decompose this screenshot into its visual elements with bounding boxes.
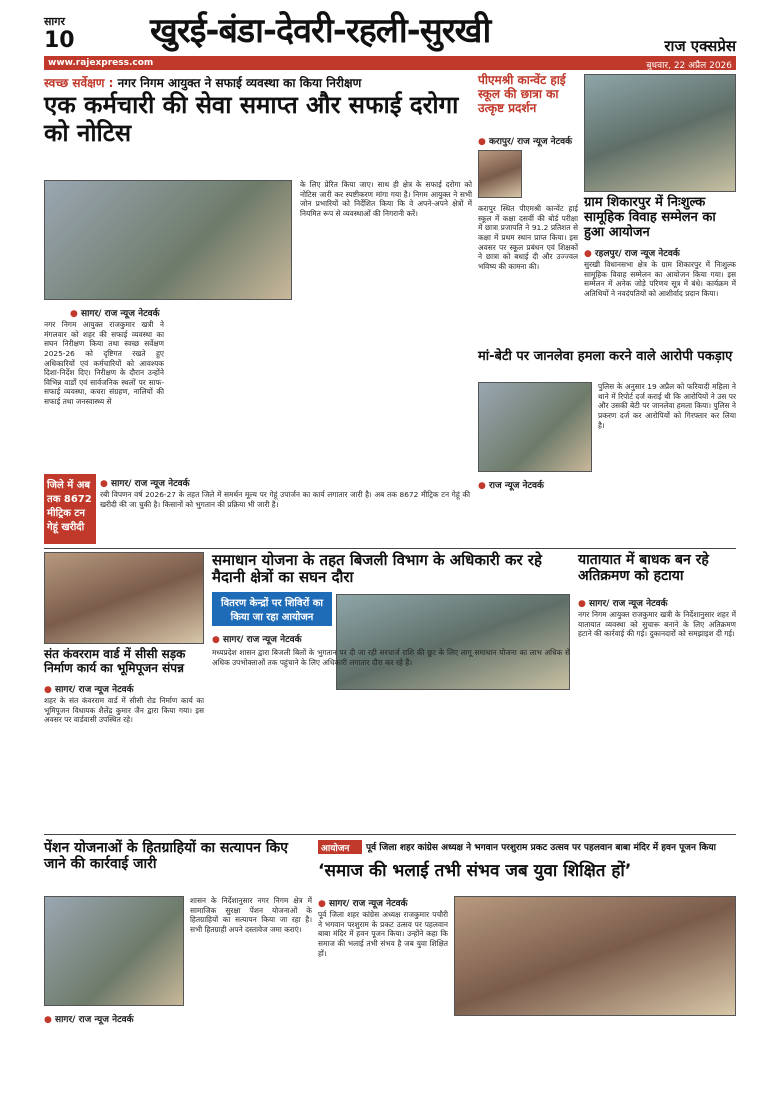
- header-bar: [44, 56, 736, 70]
- a4-byline: ● राज न्यूज नेटवर्क: [478, 478, 592, 491]
- a1-kicker: [44, 74, 474, 91]
- a3-photo: [584, 74, 736, 192]
- divider-2: [44, 834, 736, 835]
- wheat-box: जिले में अब तक 8672 मीट्रिक टन गेहूं खरीदी: [44, 474, 96, 544]
- a6-photo: [44, 552, 204, 644]
- a2-body: करापुर स्थित पीएमश्री कान्वेंट हाई स्कूल में कक्षा दसवीं की बोर्ड परीक्षा में छात्रा प्रजापति ने 91.2 प्रतिशत से कक्षा में प्रथम स्थान प्राप्त किया। इस अवसर पर स्कूल प्रबंधन एवं शिक्षकों ने छात्रा को बधाई दी और उज्ज्वल भविष्य की कामना की।: [478, 204, 578, 271]
- a1-kicker-label: स्वच्छ सर्वेक्षण :: [44, 76, 114, 90]
- a1-body-1: नगर निगम आयुक्त राजकुमार खत्री ने मंगलवार को शहर की सफाई व्यवस्था का सघन निरीक्षण किया तथा स्वच्छ सर्वेक्षण 2025-26 को दृष्टिगत रखते हुए अधिकारियों एवं कर्मचारियों को आवश्यक दिशा-निर्देश दिए। निरीक्षण के दौरान उन्होंने विभिन्न वार्डों एवं सार्वजनिक स्थलों पर साफ-सफाई व्यवस्था, कचरा संग्रहण, नालियों की सफाई तथा जनस्वास्थ्य से: [44, 320, 164, 406]
- page-number: 10: [44, 28, 75, 53]
- page-city: सागर: [44, 15, 65, 28]
- divider-1: [44, 548, 736, 549]
- a1-byline: ● सागर/ राज न्यूज नेटवर्क: [70, 306, 160, 319]
- a1-headline: एक कर्मचारी की सेवा समाप्त और सफाई दरोगा को नोटिस: [44, 91, 459, 147]
- a8-body: नगर निगम आयुक्त राजकुमार खत्री के निर्देशानुसार शहर में यातायात व्यवस्था को सुचारू बनाने के लिए अतिक्रमण हटाने की कार्रवाई की गई। दुकानदारों को समझाइश दी गई।: [578, 610, 736, 639]
- a9-byline: ● सागर/ राज न्यूज नेटवर्क: [44, 1012, 184, 1025]
- website-url[interactable]: www.rajexpress.com: [48, 58, 154, 68]
- brand-name: राज एक्सप्रेस: [664, 37, 736, 55]
- a7-headline: समाधान योजना के तहत बिजली विभाग के अधिकारी कर रहे मैदानी क्षेत्रों का सघन दौरा: [212, 551, 542, 587]
- a6-byline: ● सागर/ राज न्यूज नेटवर्क: [44, 682, 204, 695]
- a1-kicker-text: नगर निगम आयुक्त ने सफाई व्यवस्था का किया निरीक्षण: [117, 76, 362, 90]
- a6-headline: संत कंवरराम वार्ड में सीसी सड़क निर्माण कार्य का भूमिपूजन संपन्न: [44, 647, 186, 675]
- a9-body: शासन के निर्देशानुसार नगर निगम क्षेत्र में सामाजिक सुरक्षा पेंशन योजनाओं के हितग्राहियों का सत्यापन किया जा रहा है। सभी हितग्राही अपने दस्तावेज जमा कराएं।: [190, 896, 312, 934]
- a5-byline: ● सागर/ राज न्यूज नेटवर्क: [100, 476, 470, 489]
- a10-body: पूर्व जिला शहर कांग्रेस अध्यक्ष राजकुमार पचौरी ने भगवान परशुराम के प्रकट उत्सव पर पहलवान बाबा मंदिर में हवन पूजन किया। उन्होंने कहा कि समाज की भलाई तभी संभव है जब युवा शिक्षित हों।: [318, 910, 448, 958]
- a8-headline: यातायात में बाधक बन रहे अतिक्रमण को हटाया: [578, 552, 709, 585]
- a6-body: शहर के संत कंवरराम वार्ड में सीसी रोड निर्माण कार्य का भूमिपूजन विधायक शैलेंद्र कुमार जैन द्वारा किया गया। इस अवसर पर वार्डवासी उपस्थित रहे।: [44, 696, 204, 725]
- a3-headline: ग्राम शिकारपुर में निःशुल्क सामूहिक विवाह सम्मेलन का हुआ आयोजन: [584, 195, 716, 240]
- a10-byline: ● सागर/ राज न्यूज नेटवर्क: [318, 896, 448, 909]
- a2-byline: ● करापुर/ राज न्यूज नेटवर्क: [478, 134, 578, 147]
- a10-headline: ‘समाज की भलाई तभी संभव जब युवा शिक्षित हों’: [318, 861, 632, 881]
- issue-date: बुधवार, 22 अप्रैल 2026: [646, 61, 732, 71]
- a5-body: रबी विपणन वर्ष 2026-27 के तहत जिले में समर्थन मूल्य पर गेहूं उपार्जन का कार्य लगातार जारी है। अब तक 8672 मीट्रिक टन गेहूं की खरीदी की जा चुकी है। किसानों को भुगतान की प्रक्रिया भी जारी है।: [100, 490, 470, 509]
- a7-sub-banner: वितरण केन्द्रों पर शिविरों का किया जा रहा आयोजन: [212, 592, 332, 626]
- a1-body-2: के लिए प्रेरित किया जाए। साथ ही क्षेत्र के सफाई दरोगा को नोटिस जारी कर स्पष्टीकरण मांगा गया है। निगम आयुक्त ने सभी जोन प्रभारियों को निर्देशित किया कि वे अपने-अपने क्षेत्रों में नियमित रूप से व्यवस्थाओं की निगरानी करें।: [300, 180, 472, 218]
- a4-photo: [478, 382, 592, 472]
- a10-kicker: पूर्व जिला शहर कांग्रेस अध्यक्ष ने भगवान परशुराम प्रकट उत्सव पर पहलवान बाबा मंदिर में हवन पूजन किया: [366, 843, 716, 853]
- a9-photo: [44, 896, 184, 1006]
- a1-photo: [44, 180, 292, 300]
- a7-body: मध्यप्रदेश शासन द्वारा बिजली बिलों के भुगतान पर दी जा रही सरचार्ज राशि की छूट के लिए लागू समाधान योजना का लाभ अधिक से अधिक उपभोक्ताओं तक पहुंचाने के लिए अधिकारी लगातार दौरा कर रहे हैं।: [212, 648, 570, 667]
- a3-body: सुरखी विधानसभा क्षेत्र के ग्राम शिकारपुर में निःशुल्क सामूहिक विवाह सम्मेलन का आयोजन किया गया। इस सम्मेलन में अनेक जोड़े परिणय सूत्र में बंधे। कार्यक्रम में अतिथियों ने नवदंपतियों को आशीर्वाद प्रदान किया।: [584, 260, 736, 298]
- a10-photo: [454, 896, 736, 1016]
- page-title: खुरई-बंडा-देवरी-रहली-सुरखी: [150, 11, 491, 51]
- a2-photo: [478, 150, 522, 198]
- a2-headline: पीएमश्री कान्वेंट हाई स्कूल की छात्रा का उत्कृष्ट प्रदर्शन: [478, 73, 566, 115]
- a9-headline: पेंशन योजनाओं के हितग्राहियों का सत्यापन किए जाने की कार्रवाई जारी: [44, 840, 288, 873]
- a4-body: पुलिस के अनुसार 19 अप्रैल को फरियादी महिला ने थाने में रिपोर्ट दर्ज कराई थी कि आरोपियों ने उस पर और उसकी बेटी पर जानलेवा हमला किया। पुलिस ने प्रकरण दर्ज कर आरोपियों को गिरफ्तार कर लिया है।: [598, 382, 736, 430]
- a8-byline: ● सागर/ राज न्यूज नेटवर्क: [578, 596, 736, 609]
- a3-byline: ● रहलपुर/ राज न्यूज नेटवर्क: [584, 246, 736, 259]
- a10-label: आयोजन: [318, 840, 362, 854]
- a4-headline: मां-बेटी पर जानलेवा हमला करने वाले आरोपी पकड़ाए: [478, 349, 733, 364]
- a7-byline: ● सागर/ राज न्यूज नेटवर्क: [212, 632, 332, 645]
